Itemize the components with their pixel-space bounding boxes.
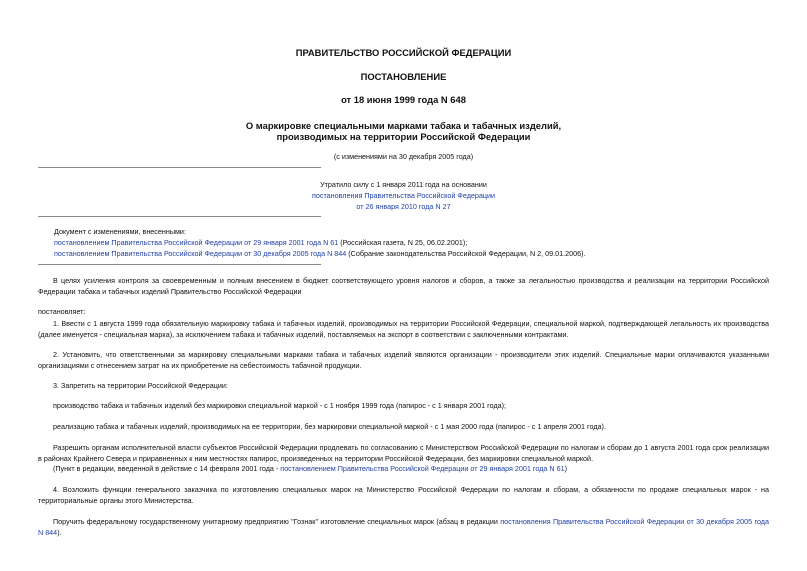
item-2-line2: организациями с отнесением затрат на их приобретение на себестоимость табачной продукции. [38, 361, 362, 370]
document-date-number: от 18 июня 1999 года N 648 [341, 94, 466, 105]
divider [38, 167, 321, 168]
goznak-line1: Поручить федеральному государственному унитарному предприятию "Гознак" изготовление специальных марок (абзац в редакции постановления Правительства Российской Федерации от 30 декабря 2005 года [53, 517, 769, 526]
document-type: ПОСТАНОВЛЕНИЕ [360, 71, 447, 82]
item-3-heading: 3. Запретить на территории Российской Федерации: [53, 381, 228, 390]
edition-link-2005[interactable]: постановления Правительства Российской Федерации от 30 декабря 2005 года [500, 517, 769, 526]
change-link-2005[interactable]: постановлением Правительства Российской Федерации от 30 декабря 2005 года N 844 [54, 249, 347, 258]
amendment-note: (с изменениями на 30 декабря 2005 года) [333, 152, 474, 161]
change-source-2001: (Российская газета, N 25, 06.02.2001); [338, 238, 468, 247]
item-3-sale: реализацию табака и табачных изделий, производимых на ее территории, без маркировки специальной маркой - с 1 мая 2000 года (папирос - с 1 апреля 2001 года). [53, 422, 606, 431]
goznak-line2: N 844). [38, 528, 62, 537]
item-3-production: производство табака и табачных изделий без маркировки специальной маркой - с 1 ноября 1999 года (папирос - с 1 января 2001 года); [53, 401, 507, 410]
expiry-link-line1[interactable]: постановления Правительства Российской Федерации [311, 191, 496, 200]
change-item-2 [54, 249, 586, 258]
divider [38, 264, 321, 265]
government-heading: ПРАВИТЕЛЬСТВО РОССИЙСКОЙ ФЕДЕРАЦИИ [295, 47, 512, 58]
item-4-line2: территориальные органы этого Министерства. [38, 496, 194, 505]
divider [38, 216, 321, 217]
expiry-note: Утратило силу с 1 января 2011 года на основании [320, 180, 487, 189]
preamble-line2: Федерации табака и табачных изделий Правительство Российской Федерации [38, 287, 302, 296]
change-item-1 [54, 238, 467, 247]
item-1-line1: 1. Ввести с 1 августа 1999 года обязательную маркировку табака и табачных изделий, производимых на территории Российской Федерации, специальной маркой, подтверждающей легальность их производства [53, 319, 769, 328]
item-4-line1: 4. Возложить функции генерального заказчика по изготовлению специальных марок на Министерство Российской Федерации по налогам и сборам, а обязанности по продаже специальных марок - на [53, 485, 769, 494]
item-1-line2: (далее именуется - специальная марка), за исключением табака и табачных изделий, поставляемых на экспорт в соответствии с заключенными контрактами. [38, 330, 569, 339]
item-2-line1: 2. Установить, что ответственными за маркировку специальными марками табака и табачных изделий являются организации - производители этих изделий. Специальные марки оплачиваются указанными [53, 350, 769, 359]
edition-link-2005-number[interactable]: N 844 [38, 528, 58, 537]
document-title-line2: производимых на территории Российской Федерации [276, 131, 531, 142]
item-3-permission-line2: в районах Крайнего Севера и приравненных к ним местностях папирос, произведенных на территории Российской Федерации, без маркировки специальной маркой. [38, 454, 594, 463]
change-source-2005: (Собрание законодательства Российской Федерации, N 2, 09.01.2006). [346, 249, 586, 258]
expiry-link-line2[interactable]: от 26 января 2010 года N 27 [356, 202, 451, 211]
preamble-line1: В целях усиления контроля за своевременным и полным внесением в бюджет соответствующего уровня налогов и сборов, а также за легальностью производства и реализации на территории Российской [53, 276, 769, 285]
item-3-edition-note: (Пункт в редакции, введенной в действие с 14 февраля 2001 года - постановлением Правительства Российской Федерации от 29 января 2001 года N 61) [53, 464, 567, 473]
change-link-2001[interactable]: постановлением Правительства Российской Федерации от 29 января 2001 года N 61 [54, 238, 339, 247]
item-3-permission-line1: Разрешить органам исполнительной власти субъектов Российской Федерации продлевать по согласованию с Министерством Российской Федерации по налогам и сборам до 1 августа 2001 года срок реализации [53, 443, 769, 452]
document-title-line1: О маркировке специальными марками табака и табачных изделий, [245, 120, 562, 131]
resolves-word: постановляет: [38, 307, 86, 316]
changes-intro: Документ с изменениями, внесенными: [54, 227, 186, 236]
edition-link-2001[interactable]: постановлением Правительства Российской Федерации от 29 января 2001 года N 61 [280, 464, 565, 473]
